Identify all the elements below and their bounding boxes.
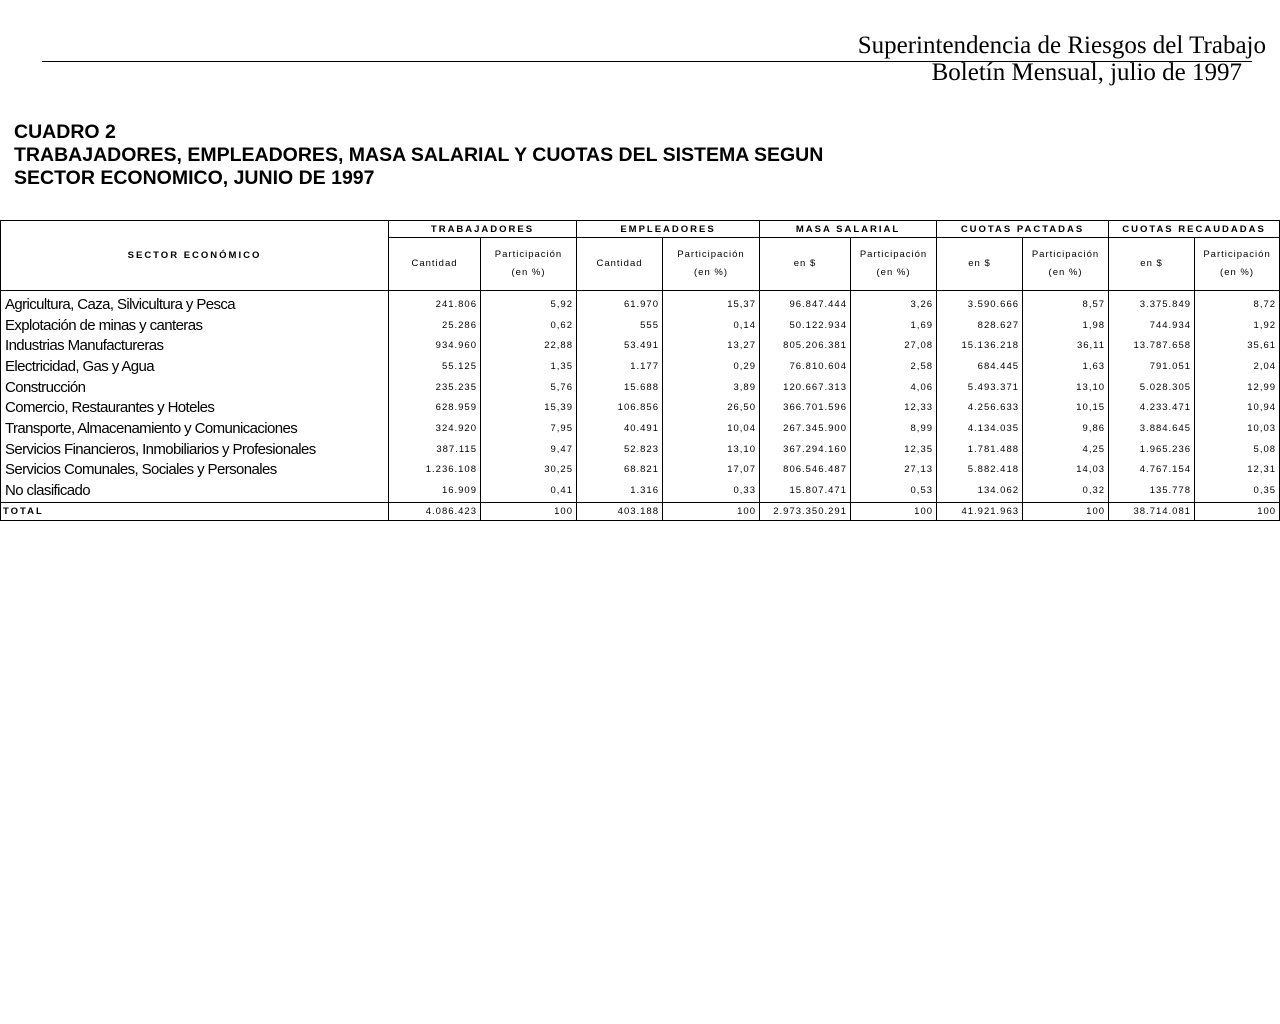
table-cell: 13,27	[663, 335, 760, 356]
total-cell: 41.921.963	[937, 502, 1023, 520]
table-cell: 387.115	[389, 439, 481, 460]
table-cell: 4,25	[1023, 439, 1109, 460]
table-cell: 805.206.381	[760, 335, 851, 356]
table-cell: 40.491	[577, 418, 663, 439]
table-cell: 5.493.371	[937, 377, 1023, 398]
table-cell: 3,26	[851, 291, 937, 315]
column-header-line: en $	[1140, 258, 1163, 269]
table-cell: 52.823	[577, 439, 663, 460]
group-header: CUOTAS RECAUDADAS	[1109, 221, 1280, 238]
table-cell: 5,92	[481, 291, 577, 315]
sector-header: SECTOR ECONÓMICO	[1, 221, 389, 291]
table-cell: 0,33	[663, 480, 760, 502]
table-row	[1, 480, 1280, 502]
column-header-line: Participación	[1031, 249, 1100, 260]
table-row	[1, 291, 1280, 315]
table-cell: 27,13	[851, 460, 937, 481]
table-cell: 13,10	[663, 439, 760, 460]
table-cell: 12,33	[851, 397, 937, 418]
table-cell: 15.807.471	[760, 480, 851, 502]
table-cell: 15,39	[481, 397, 577, 418]
table-cell: 1,69	[851, 315, 937, 336]
table-cell: 55.125	[389, 356, 481, 377]
table-cell: 0,29	[663, 356, 760, 377]
table-cell: 5,76	[481, 377, 577, 398]
table-cell: 30,25	[481, 460, 577, 481]
table-cell: 15,37	[663, 291, 760, 315]
table-cell: 4.767.154	[1109, 460, 1195, 481]
table-body	[1, 291, 1280, 521]
total-cell: 403.188	[577, 502, 663, 520]
table-cell: 134.062	[937, 480, 1023, 502]
table-cell: 13,10	[1023, 377, 1109, 398]
table-cell: 1.236.108	[389, 460, 481, 481]
table-cell: 1.177	[577, 356, 663, 377]
table-cell: 27,08	[851, 335, 937, 356]
group-header: CUOTAS PACTADAS	[937, 221, 1109, 238]
table-cell: 2,58	[851, 356, 937, 377]
table-cell: 36,11	[1023, 335, 1109, 356]
group-header: EMPLEADORES	[577, 221, 760, 238]
sector-label: Agricultura, Caza, Silvicultura y Pesca	[1, 291, 389, 315]
table-cell: 8,99	[851, 418, 937, 439]
table-cell: 4.256.633	[937, 397, 1023, 418]
organization-name: Superintendencia de Riesgos del Trabajo	[857, 32, 1266, 59]
sector-label: Electricidad, Gas y Agua	[1, 356, 389, 377]
column-header	[937, 238, 1023, 291]
table-cell: 0,32	[1023, 480, 1109, 502]
table-cell: 555	[577, 315, 663, 336]
table-cell: 806.546.487	[760, 460, 851, 481]
column-header-line: (en %)	[511, 267, 546, 278]
table-cell: 61.970	[577, 291, 663, 315]
table-cell: 9,86	[1023, 418, 1109, 439]
table-cell: 1,63	[1023, 356, 1109, 377]
table-cell: 26,50	[663, 397, 760, 418]
table-cell: 241.806	[389, 291, 481, 315]
column-header-line: (en %)	[876, 267, 911, 278]
table-cell: 120.667.313	[760, 377, 851, 398]
group-header-row	[1, 221, 1280, 238]
table-cell: 5.028.305	[1109, 377, 1195, 398]
sector-label: Servicios Comunales, Sociales y Personales	[1, 460, 389, 481]
total-cell: 2.973.350.291	[760, 502, 851, 520]
column-header-line: Cantidad	[411, 258, 458, 269]
column-header	[1109, 238, 1195, 291]
group-header: TRABAJADORES	[389, 221, 577, 238]
total-cell: 100	[851, 502, 937, 520]
table-cell: 9,47	[481, 439, 577, 460]
table-row	[1, 439, 1280, 460]
column-header	[663, 238, 760, 291]
title-line-3: SECTOR ECONOMICO, JUNIO DE 1997	[14, 167, 375, 189]
column-header-line: (en %)	[694, 267, 728, 278]
table-row	[1, 356, 1280, 377]
total-cell: 100	[1195, 502, 1280, 520]
table-cell: 3,89	[663, 377, 760, 398]
sector-label: Transporte, Almacenamiento y Comunicaciones	[1, 418, 389, 439]
table-row	[1, 315, 1280, 336]
table-cell: 12,31	[1195, 460, 1280, 481]
table-cell: 14,03	[1023, 460, 1109, 481]
table-cell: 366.701.596	[760, 397, 851, 418]
bulletin-date: Boletín Mensual, julio de 1997	[931, 59, 1242, 86]
table-cell: 235.235	[389, 377, 481, 398]
table-cell: 12,35	[851, 439, 937, 460]
column-header	[1195, 238, 1280, 291]
sector-label: Construcción	[1, 377, 389, 398]
table-title	[14, 121, 823, 190]
table-cell: 367.294.160	[760, 439, 851, 460]
column-header	[481, 238, 577, 291]
total-cell: 100	[663, 502, 760, 520]
table-cell: 7,95	[481, 418, 577, 439]
column-header	[760, 238, 851, 291]
table-cell: 25.286	[389, 315, 481, 336]
table-cell: 17,07	[663, 460, 760, 481]
total-cell: 100	[481, 502, 577, 520]
column-header-line: Participación	[677, 249, 745, 260]
table-cell: 10,03	[1195, 418, 1280, 439]
table-cell: 0,62	[481, 315, 577, 336]
table-cell: 4.134.035	[937, 418, 1023, 439]
column-header-line: (en %)	[1048, 267, 1083, 278]
table-cell: 4.233.471	[1109, 397, 1195, 418]
table-cell: 0,41	[481, 480, 577, 502]
table-cell: 684.445	[937, 356, 1023, 377]
group-header: MASA SALARIAL	[760, 221, 937, 238]
table-cell: 22,88	[481, 335, 577, 356]
table-cell: 15.688	[577, 377, 663, 398]
table-cell: 13.787.658	[1109, 335, 1195, 356]
total-cell: 38.714.081	[1109, 502, 1195, 520]
title-line-1: CUADRO 2	[14, 121, 116, 143]
table-row	[1, 397, 1280, 418]
table-cell: 4,06	[851, 377, 937, 398]
column-header	[577, 238, 663, 291]
table-cell: 8,72	[1195, 291, 1280, 315]
table-cell: 10,94	[1195, 397, 1280, 418]
table-cell: 1.316	[577, 480, 663, 502]
table-cell: 1,35	[481, 356, 577, 377]
table-cell: 744.934	[1109, 315, 1195, 336]
table-cell: 3.590.666	[937, 291, 1023, 315]
column-header	[851, 238, 937, 291]
column-header-line: (en %)	[1220, 267, 1255, 278]
column-header	[1023, 238, 1109, 291]
column-header-line: Participación	[859, 249, 928, 260]
title-line-2: TRABAJADORES, EMPLEADORES, MASA SALARIAL Y CUOTAS DEL SISTEMA SEGUN	[14, 144, 824, 166]
sector-label: Industrias Manufactureras	[1, 335, 389, 356]
table-cell: 76.810.604	[760, 356, 851, 377]
table-cell: 96.847.444	[760, 291, 851, 315]
column-header-line: Cantidad	[596, 258, 643, 269]
table-cell: 12,99	[1195, 377, 1280, 398]
table-cell: 5,08	[1195, 439, 1280, 460]
table-cell: 68.821	[577, 460, 663, 481]
table-cell: 3.884.645	[1109, 418, 1195, 439]
table-cell: 8,57	[1023, 291, 1109, 315]
table-cell: 828.627	[937, 315, 1023, 336]
table-cell: 0,35	[1195, 480, 1280, 502]
table-cell: 1,92	[1195, 315, 1280, 336]
table-cell: 267.345.900	[760, 418, 851, 439]
data-table	[0, 220, 1280, 521]
table-cell: 10,15	[1023, 397, 1109, 418]
table-cell: 628.959	[389, 397, 481, 418]
table-cell: 135.778	[1109, 480, 1195, 502]
table-row	[1, 335, 1280, 356]
table-cell: 0,14	[663, 315, 760, 336]
table-cell: 16.909	[389, 480, 481, 502]
column-header	[389, 238, 481, 291]
total-label: TOTAL	[1, 502, 389, 520]
column-header-line: Participación	[1203, 249, 1271, 260]
sector-label: No clasificado	[1, 480, 389, 502]
table-row	[1, 460, 1280, 481]
column-header-line: en $	[793, 258, 817, 269]
table-row	[1, 377, 1280, 398]
sector-label: Comercio, Restaurantes y Hoteles	[1, 397, 389, 418]
table-cell: 5.882.418	[937, 460, 1023, 481]
table-cell: 1.965.236	[1109, 439, 1195, 460]
table-cell: 1.781.488	[937, 439, 1023, 460]
table-cell: 0,53	[851, 480, 937, 502]
table-cell: 15.136.218	[937, 335, 1023, 356]
table-cell: 106.856	[577, 397, 663, 418]
table-cell: 3.375.849	[1109, 291, 1195, 315]
total-cell: 4.086.423	[389, 502, 481, 520]
table-cell: 934.960	[389, 335, 481, 356]
sector-label: Explotación de minas y canteras	[1, 315, 389, 336]
table-row	[1, 418, 1280, 439]
column-header-line: Participación	[494, 249, 563, 260]
table-cell: 791.051	[1109, 356, 1195, 377]
column-header-line: en $	[968, 258, 991, 269]
table-cell: 1,98	[1023, 315, 1109, 336]
table-cell: 35,61	[1195, 335, 1280, 356]
table-cell: 53.491	[577, 335, 663, 356]
table-cell: 10,04	[663, 418, 760, 439]
table-cell: 324.920	[389, 418, 481, 439]
table-cell: 50.122.934	[760, 315, 851, 336]
sector-label: Servicios Financieros, Inmobiliarios y Profesionales	[1, 439, 389, 460]
total-cell: 100	[1023, 502, 1109, 520]
total-row	[1, 502, 1280, 520]
table-cell: 2,04	[1195, 356, 1280, 377]
